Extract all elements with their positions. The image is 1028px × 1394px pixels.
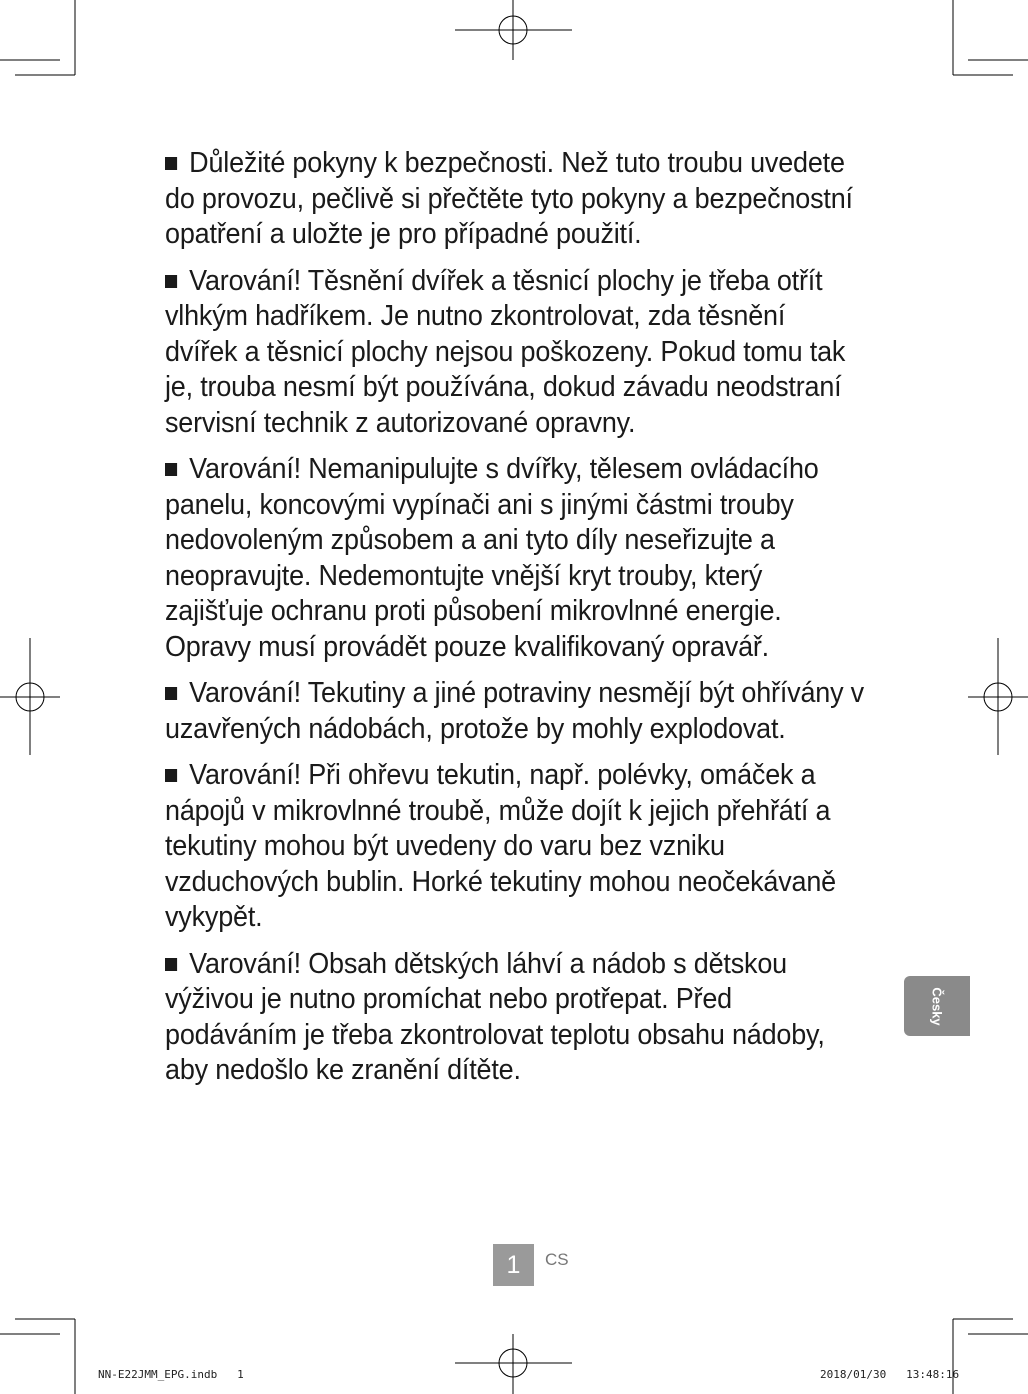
footer-file-name: NN-E22JMM_EPG.indb 1	[98, 1368, 244, 1381]
paragraph-text: Varování! Při ohřevu tekutin, např. polévky, omáček a nápojů v mikrovlnné troubě, může dojít k jejich přehřátí a tekutiny mohou být uvedeny do varu bez vzniku vzduchových bublin. Horké tekutiny mohou neočekávaně vykypět.	[165, 759, 836, 933]
language-side-tab	[904, 976, 970, 1036]
paragraph-text: Varování! Obsah dětských láhví a nádob s dětskou výživou je nutno promíchat nebo protřepat. Před podáváním je třeba zkontrolovat teplotu obsahu nádoby, aby nedošlo ke zranění dítěte.	[165, 947, 825, 1086]
paragraph-text: Důležité pokyny k bezpečnosti. Než tuto troubu uvedete do provozu, pečlivě si přečtěte tyto pokyny a bezpečnostní opatření a uložte je pro případné použití.	[165, 147, 853, 250]
paragraph-text: Varování! Tekutiny a jiné potraviny nesmějí být ohřívány v uzavřených nádobách, protože by mohly explodovat.	[165, 677, 864, 745]
instruction-paragraph	[165, 146, 864, 253]
instruction-paragraph	[165, 264, 864, 442]
language-tab-label: Česky	[929, 986, 945, 1026]
square-bullet-icon	[165, 958, 177, 971]
safety-instructions	[165, 146, 865, 1100]
instruction-paragraph	[165, 758, 864, 936]
square-bullet-icon	[165, 157, 177, 170]
square-bullet-icon	[165, 687, 177, 700]
language-code: CS	[545, 1250, 569, 1269]
instruction-paragraph	[165, 452, 864, 665]
instruction-paragraph	[165, 947, 864, 1089]
page-number: 1	[493, 1244, 534, 1286]
footer-date-time: 2018/01/30 13:48:16	[820, 1368, 960, 1381]
square-bullet-icon	[165, 275, 177, 288]
square-bullet-icon	[165, 769, 177, 782]
instruction-paragraph	[165, 676, 864, 747]
paragraph-text: Varování! Těsnění dvířek a těsnicí plochy je třeba otřít vlhkým hadříkem. Je nutno zkontrolovat, zda těsnění dvířek a těsnicí plochy nejsou poškozeny. Pokud tomu tak je, trouba nesmí být používána, dokud závadu neodstraní servisní technik z autorizované opravny.	[165, 264, 846, 439]
square-bullet-icon	[165, 463, 177, 476]
paragraph-text: Varování! Nemanipulujte s dvířky, tělesem ovládacího panelu, koncovými vypínači ani s jinými částmi trouby nedovoleným způsobem a ani tyto díly neseřizujte a neopravujte. Nedemontujte vnější kryt trouby, který zajišťuje ochranu proti působení mikrovlnné energie. Opravy musí provádět pouze kvalifikovaný opravář.	[165, 453, 819, 663]
